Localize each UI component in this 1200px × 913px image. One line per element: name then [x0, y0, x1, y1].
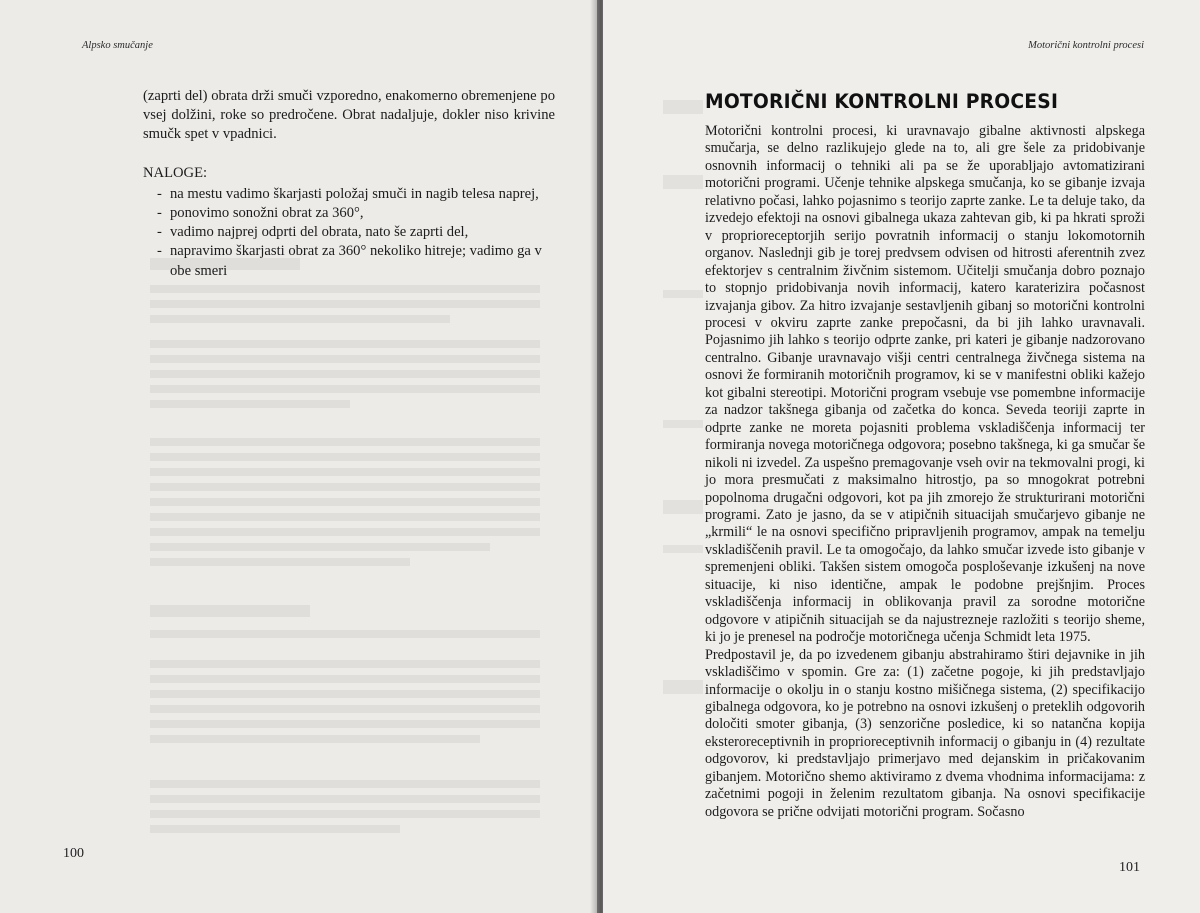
chapter-title: MOTORIČNI KONTROLNI PROCESI [705, 90, 1059, 113]
left-page-text [143, 87, 555, 281]
right-running-head: Motorični kontrolni procesi [1028, 40, 1144, 51]
task-item: - napravimo škarjasti obrat za 360° nekoliko hitreje; vadimo ga v obe smeri [143, 242, 555, 280]
left-page [0, 0, 597, 913]
task-item: - ponovimo sonožni obrat za 360°, [143, 204, 555, 223]
right-page-text [705, 90, 1145, 821]
right-page-number: 101 [1119, 860, 1140, 875]
left-page-number: 100 [63, 846, 84, 861]
left-running-head: Alpsko smučanje [82, 40, 153, 51]
tasks-heading: NALOGE: [143, 164, 208, 181]
body-paragraph: Predpostavil je, da po izvedenem gibanju abstrahiramo štiri dejavnike in jih vskladiščimo v spomin. Gre za: (1) začetne pogoje, ki jih predstavljajo informacije o okolju in o stanju kostno mišičnega sistema, (2) specifikacijo gibalnega odgovora, ko je potrebno na osnovi izkušenj o preteklih odgovorih določiti smoter gibanja, (3) senzorične posledice, ki so natančna kopija eksteroreceptivnih in proprioreceptivnih informacij o gibanju in (4) rezultate odgovorov, ki predstavljajo primerjavo med dejanskim in pričakovanim gibanjem. Motorično shemo aktiviramo z dvema vhodnima informacijama: z začetnimi pogoji in želenim rezultatom gibanja. Na osnovi specifikacije odgovora se prične odvijati motorični program. Sočasno [705, 646, 1145, 820]
left-paragraph: (zaprti del) obrata drži smuči vzporedno, enakomerno obremenjene po vsej dolžini, roke so predročene. Obrat nadaljuje, dokler niso krivine smučk spet v vpadnici. [143, 88, 555, 143]
right-page [603, 0, 1200, 913]
task-item: - na mestu vadimo škarjasti položaj smuči in nagib telesa naprej, [143, 185, 555, 204]
body-paragraph: Motorični kontrolni procesi, ki uravnavajo gibalne aktivnosti alpskega smučarja, se delno razlikujejo glede na to, ali gre šele za pridobivanje osnovnih informacij o tehniki ali pa se že uporabljajo avtomatizirani motorični programi. Učenje tehnike alpskega smučanja, ko se gibanje izvaja relativno počasi, lahko pojasnimo s teorijo zaprte zanke. Le ta deluje tako, da izvedejo efektoji na osnovi gibalnega ukaza zahtevan gib, ki pa hkrati sproži v proprioreceptorjih serijo povratnih informacij o stanju lokomotornih organov. Naslednji gib je torej predvsem odvisen od hitrosti aferentnih zvez efektorjev s centralnim živčnim sistemom. Učitelji smučanja dobro poznajo to stopnjo pridobivanja novih informacij, katero karaterizira počasnost izvajanja gibov. Za hitro izvajanje sestavljenih gibanj so motorični kontrolni procesi v okviru zaprte zanke prepočasni, da bi jih lahko uravnavali. Pojasnimo jih lahko s teorijo odprte zanke, pri kateri je gibanje nadzorovano centralno. Gibanje uravnavajo višji centri centralnega živčnega sistema na osnovi že formiranih motoričnih programov, ki se v manifestni obliki kažejo kot gibalni stereotipi. Motorični program vsebuje vse pomembne informacije za nadzor takšnega gibanja od začetka do konca. Seveda teoriji zaprte in odprte zanke ne moreta pojasniti problema vskladiščenja informacij ter formiranja novega motoričnega odgovora; posebno takšnega, ki ga smučar še nikoli ni izvedel. Za uspešno premagovanje vseh ovir na tekmovalni progi, ki jo mora presmučati z maksimalno hitrostjo, pa so mnogokrat potrebni popolnoma drugačni odgovori, kot pa jih zmorejo že strukturirani motorični programi. Zato je jasno, da se v atipičnih situacijah smučarjevo gibanje ne „krmili“ le na osnovi specifično pripravljenih programov, ampak na temelju vskladiščenih pravil. Le ta omogočajo, da lahko smučar izvede isto gibanje v spremenjeni obliki. Takšen sistem omogoča posploševanje izkušenj na nove situacije, ki niso identične, ampak le podobne prejšnjim. Proces vskladiščenja informacij in oblikovanja pravil za sorodne motorične odgovore v atipičnih situacijah se da najustrezneje razložiti s teorijo sheme, ki jo je prenesel na področje motoričnega učenja Schmidt leta 1975. [705, 123, 1145, 646]
task-item: - vadimo najprej odprti del obrata, nato še zaprti del, [143, 223, 555, 242]
task-list [143, 185, 555, 281]
